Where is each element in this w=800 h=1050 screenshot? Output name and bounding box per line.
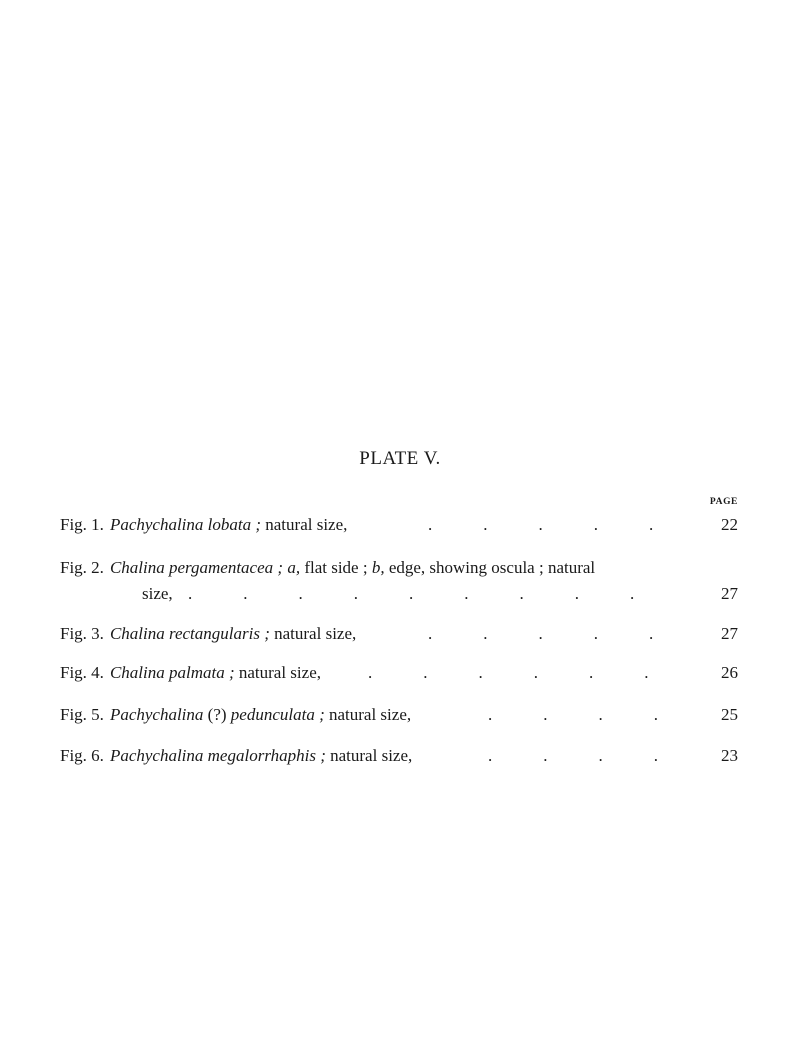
figure-number: Fig. 2. <box>60 558 104 577</box>
figure-number: Fig. 1. <box>60 515 104 534</box>
figure-number: Fig. 4. <box>60 663 104 682</box>
figure-number: Fig. 3. <box>60 624 104 643</box>
leader-dots: . . . . <box>488 746 658 765</box>
species-name: Chalina rectangularis ; <box>109 624 270 643</box>
page-number: 27 <box>721 624 738 643</box>
figure-description: natural size, <box>269 624 357 643</box>
figure-entry-2 <box>60 556 740 606</box>
page-column-heading: PAGE <box>709 497 738 507</box>
figure-entry-1 <box>60 513 740 537</box>
figure-entry-5 <box>60 703 740 727</box>
plate-title: PLATE V. <box>359 448 441 469</box>
leader-dots: . . . . . <box>428 515 654 534</box>
figure-entry-3 <box>60 622 740 646</box>
page-number: 27 <box>721 584 738 603</box>
leader-dots: . . . . . . . . . <box>188 584 635 603</box>
figure-number: Fig. 6. <box>60 746 104 765</box>
figure-part-label-b: b, <box>367 558 385 577</box>
figure-description-a: flat side ; <box>300 558 368 577</box>
species-name: Pachychalina megalorrhaphis ; <box>109 746 326 765</box>
page-number: 25 <box>721 705 738 724</box>
figure-part-label-a: a, <box>283 558 301 577</box>
figure-entry-4 <box>60 661 740 685</box>
leader-dots: . . . . <box>488 705 658 724</box>
species-uncertain-mark: (?) <box>203 705 231 724</box>
figure-description: natural size, <box>325 746 413 765</box>
species-name: Chalina palmata ; <box>109 663 235 682</box>
species-name: Chalina pergamentacea ; <box>109 558 284 577</box>
figure-description-b: edge, showing oscula ; natural <box>384 558 596 577</box>
species-name-genus: Pachychalina <box>109 705 204 724</box>
figure-entry-6 <box>60 744 740 768</box>
figure-description: natural size, <box>261 515 348 534</box>
species-name-epithet: pedunculata ; <box>230 705 325 724</box>
figure-number: Fig. 5. <box>60 705 104 724</box>
figure-description-continued: size, <box>142 584 173 603</box>
leader-dots: . . . . . <box>428 624 654 643</box>
leader-dots: . . . . . . <box>368 663 649 682</box>
figure-description: natural size, <box>324 705 412 724</box>
species-name: Pachychalina lobata ; <box>109 515 262 534</box>
page-number: 26 <box>721 663 738 682</box>
figure-description: natural size, <box>234 663 321 682</box>
page-number: 22 <box>721 515 738 534</box>
page-number: 23 <box>721 746 738 765</box>
